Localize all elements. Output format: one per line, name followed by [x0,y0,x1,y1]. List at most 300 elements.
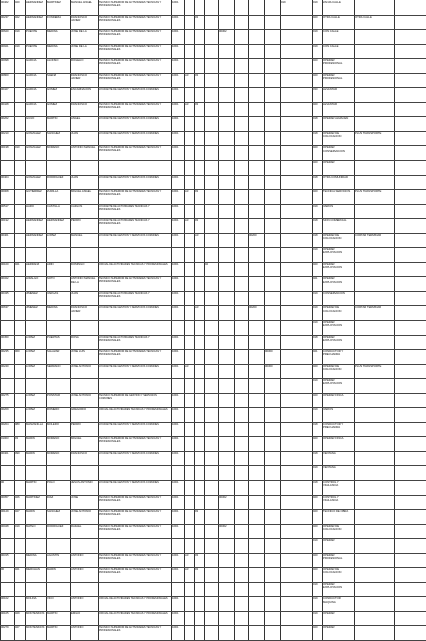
table-cell-h [185,292,193,305]
table-cell-j [205,292,217,305]
table-cell-d: PUERTAS [47,335,60,339]
table-cell-e: EMILIO [71,611,81,615]
table-cell-q: SION COMERCIAL [323,219,347,223]
table-cell-l [235,452,247,465]
table-cell-m [249,496,263,509]
table-cell-k [219,408,233,421]
table-cell-r [355,583,393,596]
table-cell-k [219,350,233,363]
table-cell-g: 10D1 [172,175,179,179]
table-row [0,422,426,438]
table-cell-r [355,103,393,116]
table-cell-n [265,510,279,523]
table-cell-n [265,263,279,276]
table-cell-q: OPERAR DE COLOCACION [323,524,342,531]
table-cell-p: 019 [313,466,318,470]
table-cell-b [15,161,24,174]
table-cell-k [219,219,233,232]
table-cell-m [249,132,263,145]
table-cell-h [185,45,193,58]
table-cell-b [15,394,24,407]
table-cell-k [219,146,233,159]
table-cell-o [281,452,311,465]
table-cell-f: TECNICO SUPERIOR DE ACTIVIDADES TECNICAS Y PROFESIONALES [99,277,162,284]
table-cell-m [249,45,263,58]
table-cell-k [219,597,233,610]
table-cell-l [235,205,247,218]
table-cell-h [185,394,193,407]
table-cell-f: AYUDANTE DE GESTION Y SERVICIOS COMUNES [99,131,159,135]
table-cell-a: 00427 [1,88,9,92]
table-cell-j [205,234,217,247]
table-cell-i [195,132,203,145]
table-row [0,451,426,467]
table-cell-i: 03 [195,102,199,106]
table-cell-n [265,321,279,334]
table-cell-r [355,336,393,349]
table-cell-b: 027 [15,626,20,630]
table-cell-f: AYUDANTE DE GESTION Y SERVICIOS COMUNES [99,422,159,426]
table-cell-c: LOPEZ [26,364,35,368]
table-cell-n [265,336,279,349]
table-cell-e [71,248,97,261]
table-cell-q: OPERAR EXPLOTACION [323,248,343,255]
table-cell-o [281,612,311,625]
table-cell-i: 03 [195,568,199,572]
table-cell-i [195,321,203,334]
table-cell-e: ROGELIO [71,59,84,63]
table-cell-q: CONDUCTOR Y PRECUADRA [323,350,344,357]
table-cell-d: GOMEZ [47,102,58,106]
table-cell-a: 00240 [1,364,9,368]
table-cell-i: 03 [195,553,199,557]
table-cell-f: TECNICO SUPERIOR DE ACTIVIDADES TECNICAS Y PROFESIONALES [99,1,162,7]
table-cell-i [195,437,203,450]
table-cell-k [219,263,233,276]
table-cell-f: TECNICO SUPERIOR DE ACTIVIDADES TECNICAS Y PROFESIONALES [99,190,162,197]
table-cell-r [355,394,393,407]
table-cell-j [205,394,217,407]
table-cell-c [26,321,45,334]
table-cell-c: GONZALEZ [26,131,41,135]
table-cell-r [355,350,393,363]
table-cell-d: MORENO [47,437,60,441]
table-cell-j [205,1,217,14]
table-cell-o [281,554,311,567]
table-cell-j [205,554,217,567]
table-cell-a: 00 [1,568,5,572]
table-cell-g: 10D1 [172,59,179,63]
table-cell-c: LOPEZ [26,408,35,412]
table-row [0,393,426,409]
table-cell-b: 019 [15,30,20,34]
table-cell-p: 018 [313,422,318,426]
table-cell-r [355,554,393,567]
table-row [0,611,426,627]
table-cell-k [219,583,233,596]
table-cell-h [185,496,193,509]
table-cell-p: 020 [313,59,318,63]
table-cell-g: 10D1 [172,611,179,615]
table-cell-k [219,466,233,479]
table-cell-p: 019 [313,379,318,383]
table-cell-i [195,350,203,363]
table-cell-p: 018 [313,131,318,135]
table-cell-i: A3 [195,233,199,237]
table-cell-b [15,321,24,334]
table-cell-q: CON CALLE [323,44,339,48]
table-cell-o [281,437,311,450]
table-cell-p: 020 [313,437,318,441]
table-cell-l [235,481,247,494]
table-cell-j [205,132,217,145]
table-cell-i [195,597,203,610]
table-cell-l [235,350,247,363]
table-cell-q: OPERAR [323,161,335,164]
table-cell-g: 10D1 [172,262,179,266]
table-cell-i [195,408,203,421]
table-cell-e: ENCARNACION [71,88,92,92]
table-cell-a: 00237 [1,15,9,19]
table-cell-g: 10D1 [172,1,179,4]
table-cell-c: MARIN [26,510,35,514]
table-cell-e: JOSE LUIS [71,350,85,354]
table-cell-k [219,234,233,247]
table-cell-p: 018 [313,233,318,237]
table-cell-e: ROSA [71,335,79,339]
table-cell-l [235,103,247,116]
table-cell-q: OPERAR [323,539,335,543]
table-cell-m [249,146,263,159]
table-cell-f [99,248,170,261]
table-cell-e: JESUS ANTONIO [71,481,93,484]
table-cell-m [249,321,263,334]
table-cell-a: 00637 [1,306,9,310]
table-cell-g: 10D1 [172,291,179,295]
table-cell-r [355,248,393,261]
table-cell-c: MOLINA [26,597,37,601]
table-cell-b [15,277,24,290]
table-cell-b [15,466,24,479]
table-cell-a: 00198 [1,146,9,150]
table-cell-b [15,117,24,130]
table-cell-l [235,161,247,174]
table-cell-d [47,466,69,479]
table-cell-p: 019 [313,306,318,310]
table-cell-a: 00262 [1,117,9,121]
table-cell-d [47,539,69,552]
table-cell-m [249,365,263,378]
table-cell-r [355,30,393,43]
table-cell-g [172,539,183,552]
table-cell-o [281,59,311,72]
table-cell-p: 019 [313,291,318,295]
table-cell-f [99,161,170,174]
table-cell-q: OPERAR DE COLOCACION [323,131,342,139]
table-cell-d: SERRANO [47,364,61,368]
table-cell-g: 10D1 [172,146,179,150]
table-cell-b: 080 [15,422,20,426]
table-cell-e: JOSE DE LA [71,44,87,48]
table-cell-o [281,365,311,378]
table-cell-b [15,74,24,87]
table-cell-j [205,74,217,87]
table-cell-l [235,234,247,247]
table-cell-p: 020 [313,146,318,150]
table-cell-n [265,525,279,538]
table-cell-p: 019 [313,1,318,4]
table-cell-k [219,161,233,174]
table-cell-k [219,452,233,465]
table-cell-r [355,452,393,465]
table-cell-g: 10D1 [172,553,179,557]
table-cell-f: AYUDANTE DE ACTIVIDADES TECNICAS Y PROFESIONALES [99,204,150,211]
table-cell-h [185,16,193,29]
table-row [0,204,426,220]
table-cell-n [265,176,279,189]
table-cell-a: 01003 [1,437,9,441]
table-cell-a: 00048 [1,524,9,528]
table-cell-f: AYUDANTE DE GESTION Y SERVICIOS COMUNES [99,306,159,310]
table-cell-r: OTRA CALLE [355,15,372,19]
table-cell-q: OTRA CALLE [323,15,340,19]
table-cell-e [71,466,97,479]
table-cell-a: 00450 [1,335,9,339]
table-cell-a: 00462 [1,1,9,4]
table-cell-h [185,277,193,290]
table-cell-r [355,597,393,610]
table-cell-e: FRANCISCO [71,451,88,455]
table-cell-c [26,248,45,261]
table-cell-o [281,539,311,552]
table-cell-r [355,321,393,334]
table-cell-p: 020 [313,190,318,194]
table-cell-o [281,525,311,538]
table-cell-a: 00998 [1,59,9,63]
table-cell-m [249,263,263,276]
table-cell-e: ANGEL [71,117,81,121]
table-cell-o [281,466,311,479]
table-cell-g: 10D1 [172,481,179,484]
table-cell-q: VENTANA [323,466,336,470]
table-row [0,218,426,234]
table-cell-g: 10D1 [172,15,179,19]
table-cell-n [265,539,279,552]
table-cell-h [185,525,193,538]
table-cell-e: PEDRO [71,219,81,223]
table-cell-g: 10D1 [172,568,179,572]
table-cell-q: VARIOS [323,408,334,412]
table-cell-f: TECNICO SUPERIOR DE ACTIVIDADES TECNICAS Y PROFESIONALES [99,495,162,502]
table-cell-h [185,205,193,218]
table-row [0,538,426,554]
table-cell-q: LEVANTAR [323,102,337,106]
table-row [0,87,426,103]
table-cell-b [15,583,24,596]
table-cell-l [235,336,247,349]
table-cell-n [265,1,279,14]
table-cell-f [99,583,170,596]
table-cell-n [265,146,279,159]
table-cell-i [195,161,203,174]
table-cell-k [219,16,233,29]
table-cell-b: 060 [15,350,20,354]
table-cell-o [281,306,311,319]
table-cell-e: FRANCISCO JAVIER [71,15,88,22]
table-cell-n [265,423,279,436]
table-cell-o [281,103,311,116]
table-cell-n [265,190,279,203]
table-cell-o [281,45,311,58]
table-cell-f: AYUDANTE DE GESTION Y SERVICIOS COMUNES [99,88,159,92]
table-cell-d: FONDERIA [47,15,62,19]
table-cell-p: 019 [313,44,318,48]
table-cell-q: OPERAR [323,626,335,630]
table-cell-b [15,554,24,567]
table-cell-h [185,423,193,436]
table-row [0,102,426,118]
table-cell-j [205,103,217,116]
table-row [0,15,426,31]
table-cell-h [185,626,193,639]
table-cell-m [249,190,263,203]
table-cell-l [235,176,247,189]
table-cell-m [249,539,263,552]
table-cell-o [281,597,311,610]
table-cell-c: MERCHAN [26,568,40,572]
table-cell-q: CONSERVACION [323,291,345,295]
table-cell-l [235,190,247,203]
table-row [0,44,426,60]
table-cell-f: TECNICO SUPERIOR DE ACTIVIDADES TECNICAS Y PROFESIONALES [99,510,162,517]
table-cell-b [15,103,24,116]
table-cell-m [249,452,263,465]
table-cell-q: OPERAR EXPLOTACION [323,277,343,284]
table-cell-m [249,74,263,87]
table-cell-n [265,205,279,218]
table-cell-l [235,496,247,509]
table-cell-m [249,408,263,421]
table-cell-b [15,205,24,218]
table-cell-d: SANCHEZ [47,510,61,514]
table-cell-j [205,626,217,639]
table-cell-m [249,583,263,596]
table-cell-b [15,234,24,247]
table-cell-b [15,597,24,610]
table-cell-e [71,583,97,596]
table-cell-g: 10D1 [172,102,179,106]
table-cell-n [265,496,279,509]
table-cell-o [281,510,311,523]
table-cell-f: TECNICO SUPERIOR DE ACTIVIDADES TECNICAS Y PROFESIONALES [99,350,162,357]
table-cell-j [205,379,217,392]
table-cell-j [205,117,217,130]
table-cell-m: 00200 [249,233,257,237]
table-row [0,58,426,74]
table-cell-h [185,510,193,523]
table-cell-i [195,88,203,101]
table-cell-h [185,306,193,319]
table-cell-a: 00204 [1,422,9,426]
table-cell-o [281,88,311,101]
table-cell-r [355,525,393,538]
table-cell-f: AYUDANTE DE ACTIVIDADES TECNICAS Y PROFESIONALES [99,335,150,342]
table-cell-g: 10D1 [172,219,179,223]
table-cell-e: ANTONIO MANUEL DE LA [71,277,96,284]
table-cell-p: 020 [313,15,318,19]
table-cell-r: CORTAR TERMINAR [355,233,382,237]
table-cell-j: 02 [205,262,209,266]
table-cell-k [219,277,233,290]
table-cell-i: 03 [195,73,199,77]
table-cell-g: 10D1 [172,597,179,601]
table-cell-d: RODRIGUEZ [47,175,64,179]
table-cell-p: 021 [313,350,318,354]
table-cell-p: 018 [313,117,318,121]
table-cell-l [235,321,247,334]
table-cell-o [281,205,311,218]
table-cell-o [281,16,311,29]
table-cell-k [219,132,233,145]
table-cell-c: PUENTE [26,44,38,48]
table-cell-c: GUIJO [26,117,35,121]
table-row [0,495,426,511]
table-cell-r: PLUS TRANSPORTE [355,131,382,135]
table-cell-k [219,539,233,552]
table-cell-d: MOLERO [47,422,59,426]
table-row [0,247,426,263]
table-cell-f [99,321,170,334]
table-cell-l [235,466,247,479]
table-cell-g: 10D1 [172,510,179,514]
table-cell-h [185,597,193,610]
table-cell-h [185,539,193,552]
table-cell-n [265,117,279,130]
table-cell-e: FRANCISCO JAVIER [71,73,88,80]
table-row [0,480,426,496]
table-cell-i [195,365,203,378]
table-cell-p: 018 [313,451,318,455]
table-cell-k [219,394,233,407]
table-cell-f: AYUDANTE DE GESTION Y SERVICIOS COMUNES [99,364,159,368]
table-cell-p: 019 [313,539,318,543]
table-cell-r [355,568,393,581]
table-cell-e: DOMINGO [71,262,85,266]
table-cell-g: 10D1 [172,190,179,194]
table-cell-b: 022 [15,15,20,19]
table-cell-q: TECNICA SERVICIOS [323,190,351,194]
table-cell-q: OPERAR PROFESIONAL [323,553,343,560]
table-cell-q: LEVANTAR [323,88,337,92]
table-cell-p: 019 [313,321,318,324]
table-cell-a: 00428 [1,102,9,106]
table-cell-m [249,394,263,407]
table-cell-m [249,510,263,523]
table-cell-o [281,350,311,363]
table-cell-h [185,336,193,349]
table-cell-j [205,597,217,610]
table-cell-m [249,554,263,567]
table-cell-c: MARIN [26,437,35,441]
table-cell-f: TECNICO SUPERIOR DE ACTIVIDADES TECNICAS Y PROFESIONALES [99,59,162,66]
table-cell-d: GOMEZ [47,88,58,92]
table-cell-b [15,365,24,378]
table-cell-o [281,481,311,494]
table-cell-n [265,394,279,407]
table-cell-n [265,88,279,101]
table-cell-e: JOSE ANTONIO [71,393,92,397]
table-cell-g: 10D1 [172,495,179,499]
